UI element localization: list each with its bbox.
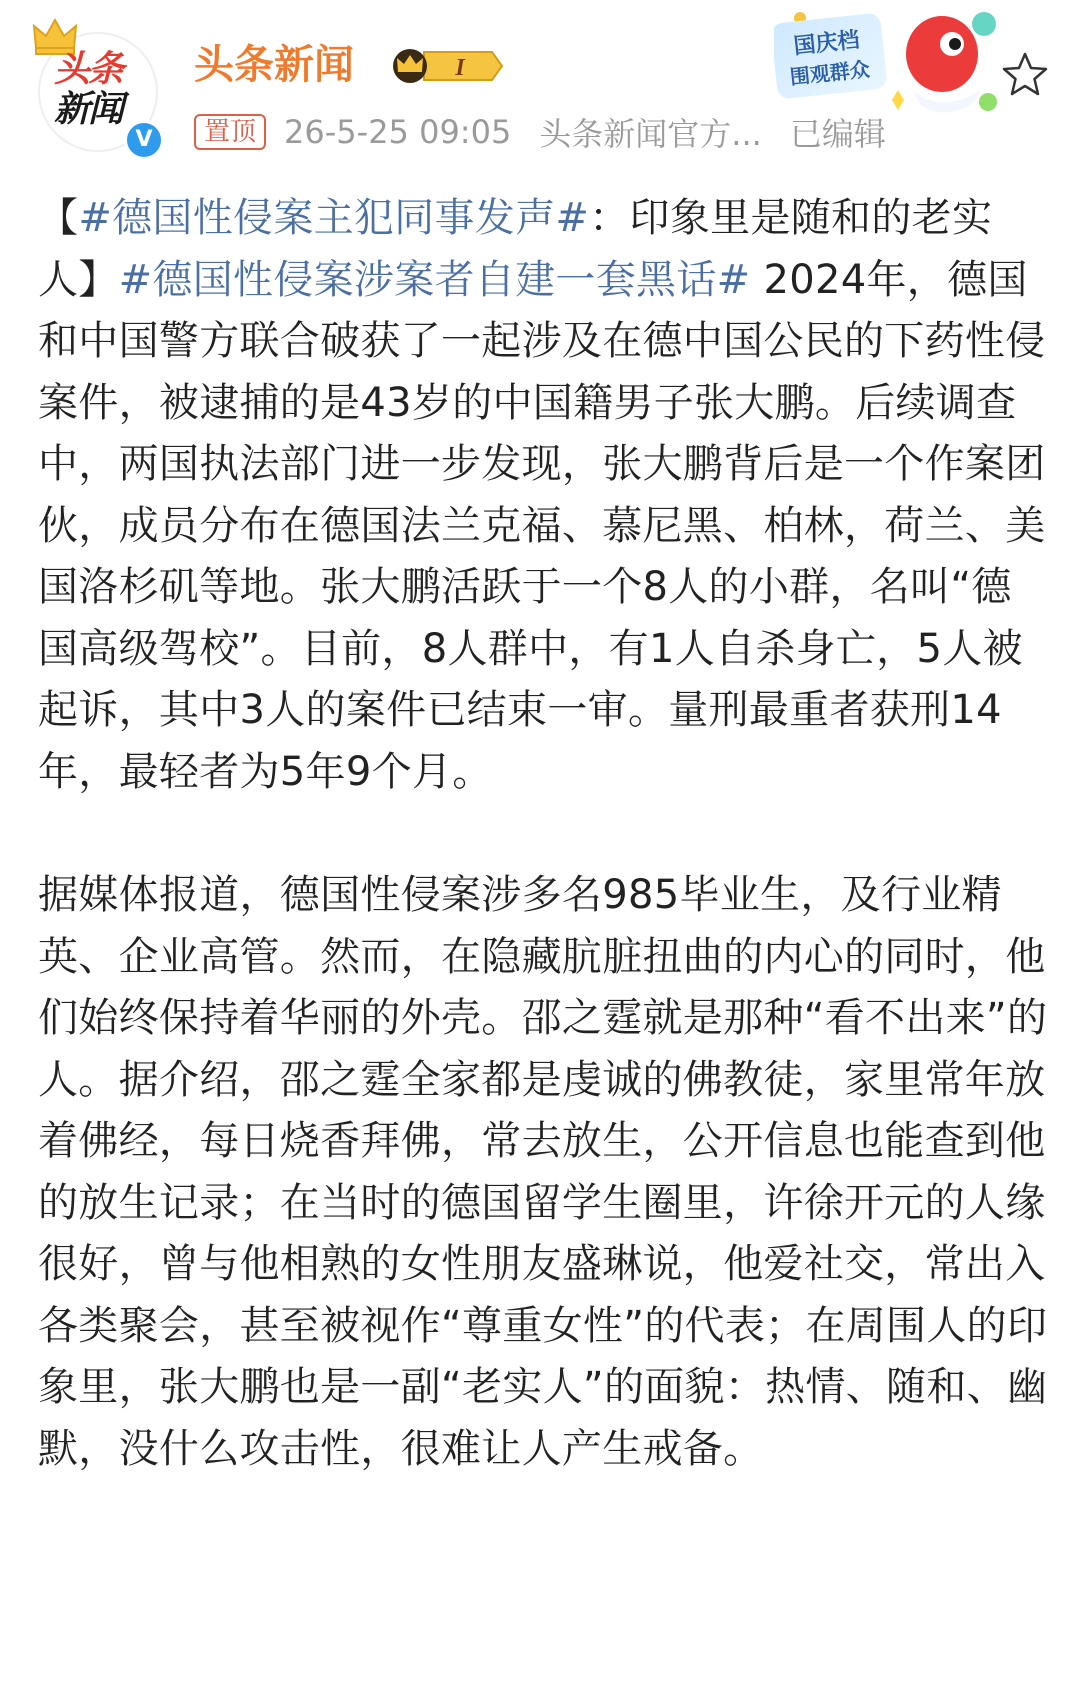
event-banner[interactable] xyxy=(774,4,1000,124)
paragraph-1-text: 2024年，德国和中国警方联合破获了一起涉及在德中国公民的下药性侵案件，被逮捕的是43岁的中国籍男子张大鹏。后续调查中，两国执法部门进一步发现，张大鹏背后是一个作案团伙，成员分布在德国法兰克福、慕尼黑、柏林，荷兰、美国洛杉矶等地。张大鹏活跃于一个8人的小群，名叫“德国高级驾校”。目前，8人群中，有1人自杀身亡，5人被起诉，其中3人的案件已结束一审。量刑最重者获刑14年，最轻者为5年9个月。 xyxy=(38,256,1046,795)
user-name[interactable]: 头条新闻 xyxy=(194,42,354,88)
hashtag-link-1[interactable]: #德国性侵案主犯同事发声# xyxy=(78,195,590,241)
banner-line1: 国庆档 xyxy=(792,27,861,60)
post-body xyxy=(38,188,1048,1480)
level-label: I xyxy=(455,55,465,81)
avatar-logo-text xyxy=(54,50,146,130)
star-icon[interactable] xyxy=(1000,50,1050,100)
edited-label[interactable]: 已编辑 xyxy=(789,115,886,153)
post-header xyxy=(0,0,1080,160)
banner-line2: 围观群众 xyxy=(788,56,871,90)
title-text: ：印象里是随和的老实人】 xyxy=(38,195,993,303)
level-badge-icon[interactable] xyxy=(388,46,506,86)
title-open-bracket: 【 xyxy=(38,195,79,241)
avatar-logo-line2: 新闻 xyxy=(54,89,123,130)
verified-icon: V xyxy=(124,120,164,160)
paragraph-2: 据媒体报道，德国性侵案涉多名985毕业生，及行业精英、企业高管。然而，在隐藏肮脏扭曲的内心的同时，他们始终保持着华丽的外壳。邵之霆就是那种“看不出来”的人。据介绍，邵之霆全家都是虔诚的佛教徒，家里常年放着佛经，每日烧香拜佛，常去放生，公开信息也能查到他的放生记录；在当时的德国留学生圈里，许徐开元的人缘很好，曾与他相熟的女性朋友盛琳说，他爱社交，常出入各类聚会，甚至被视作“尊重女性”的代表；在周围人的印象里，张大鹏也是一副“老实人”的面貌：热情、随和、幽默，没什么攻击性，很难让人产生戒备。 xyxy=(38,872,1048,1472)
pinned-badge: 置顶 xyxy=(194,114,266,150)
avatar-logo-line1: 头条 xyxy=(54,49,123,90)
avatar[interactable] xyxy=(40,34,156,150)
hashtag-link-2[interactable]: #德国性侵案涉案者自建一套黑话# xyxy=(118,256,751,303)
post-source[interactable]: 头条新闻官方... xyxy=(539,115,762,153)
post-timestamp: 26-5-25 09:05 xyxy=(284,113,512,151)
paragraph-1 xyxy=(38,188,1048,803)
